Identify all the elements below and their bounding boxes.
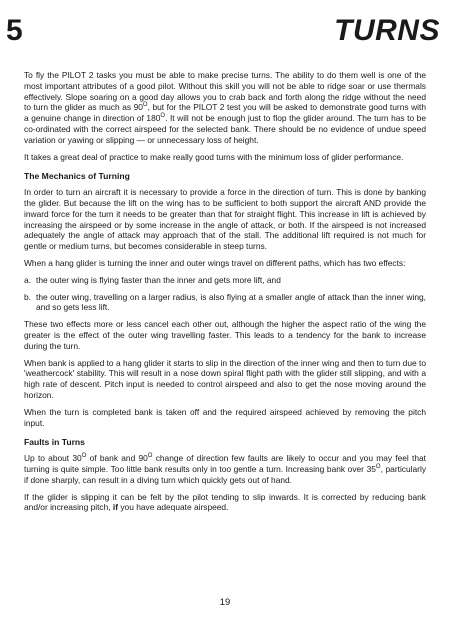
mechanics-paragraph-2: When a hang glider is turning the inner and outer wings travel on different paths, which has two effects: bbox=[24, 257, 406, 268]
intro-paragraph-1 bbox=[24, 70, 426, 146]
section-heading-faults: Faults in Turns bbox=[24, 437, 85, 448]
text-run: of bank and 90 bbox=[86, 453, 148, 464]
list-item bbox=[24, 292, 426, 314]
intro-paragraph-2: It takes a great deal of practice to make really good turns with the minimum loss of glider performance. bbox=[24, 151, 404, 162]
section-heading-mechanics: The Mechanics of Turning bbox=[24, 171, 130, 182]
list-item bbox=[24, 275, 426, 286]
list-marker: a. bbox=[24, 274, 31, 285]
emphasis-text: if bbox=[112, 502, 119, 513]
text-run: change of direction few faults are likely to occur and you may feel that turning is quite simple. Too little bank results only in too gentle a turn. Increasing bank over 35 bbox=[24, 453, 426, 474]
degree-symbol: O bbox=[142, 102, 148, 109]
text-run: . It will not be enough just to flop the glider around. The turn has to be co-ordinated with the correct airspeed for the selected bank. There should be no evidence of undue speed variation or yawing or slipping — or unnecessary loss of height. bbox=[24, 113, 426, 145]
list-item-text: the outer wing, travelling on a larger radius, is also flying at a smaller angle of attack than the inner wing, and so gets less lift. bbox=[36, 291, 426, 313]
list-marker: b. bbox=[24, 291, 31, 302]
text-run: Up to about 30 bbox=[24, 453, 82, 464]
degree-symbol: O bbox=[375, 464, 381, 471]
page-number: 19 bbox=[219, 597, 231, 608]
mechanics-paragraph-3: These two effects more or less cancel each other out, although the higher the aspect ratio of the wing the greater is the effect of the outer wing travelling faster. This leads to a tendency for the bank to increase during the turn. bbox=[24, 319, 426, 351]
chapter-number: 5 bbox=[6, 14, 23, 47]
faults-paragraph-1 bbox=[24, 453, 426, 485]
text-run: To fly the PILOT 2 tasks you must be able to make precise turns. The ability to do them well is one of the most important attributes of a good pilot. Without this skill you will not be able to ridge soar or use thermals effectively. Slope soaring on a good day allows you to crab back and forth along the ridge without the need to turn the glider as much as 90 bbox=[24, 70, 426, 113]
text-run: If the glider is slipping it can be felt by the pilot tending to slip inwards. It is corrected by reducing bank and/or increasing pitch, bbox=[24, 491, 426, 513]
chapter-title: TURNS bbox=[334, 14, 440, 47]
list-item-text: the outer wing is flying faster than the inner and gets more lift, and bbox=[36, 274, 281, 285]
text-run: you have adequate airspeed. bbox=[118, 502, 229, 513]
text-run: , particularly if done sharply, can result in a diving turn which quickly gets out of hand. bbox=[24, 463, 427, 485]
degree-symbol: O bbox=[147, 453, 153, 460]
degree-symbol: O bbox=[81, 453, 87, 460]
text-run: , but for the PILOT 2 test you will be asked to demonstrate good turns with a genuine change in direction of 180 bbox=[24, 102, 426, 124]
mechanics-paragraph-5: When the turn is completed bank is taken off and the required airspeed achieved by removing the pitch input. bbox=[24, 406, 426, 428]
faults-paragraph-2 bbox=[24, 492, 426, 514]
mechanics-paragraph-1: In order to turn an aircraft it is necessary to provide a force in the direction of turn. This is done by banking the glider. But because the lift on the wing has to be sufficient to both support the aircraft AND provide the inward force for the turn it needs to be greater than that for straight flight. This increase in lift is achieved by increasing the airspeed or by some increase in the angle of attack, or both. If the airspeed is not increased adequately the angle of attack may approach that of the stall. The additional lift required is not much for gentle or medium turns, but becomes considerable in steep turns. bbox=[24, 187, 426, 252]
body-text bbox=[24, 70, 426, 519]
mechanics-paragraph-4: When bank is applied to a hang glider it starts to slip in the direction of the inner wing and then to turn due to 'weathercock' stability. This will result in a nose down spiral flight path with the glider still slipping, and with a high rate of descent. Pitch input is needed to control airspeed and also to get the nose moving around the horizon. bbox=[24, 357, 426, 400]
degree-symbol: O bbox=[160, 113, 166, 120]
